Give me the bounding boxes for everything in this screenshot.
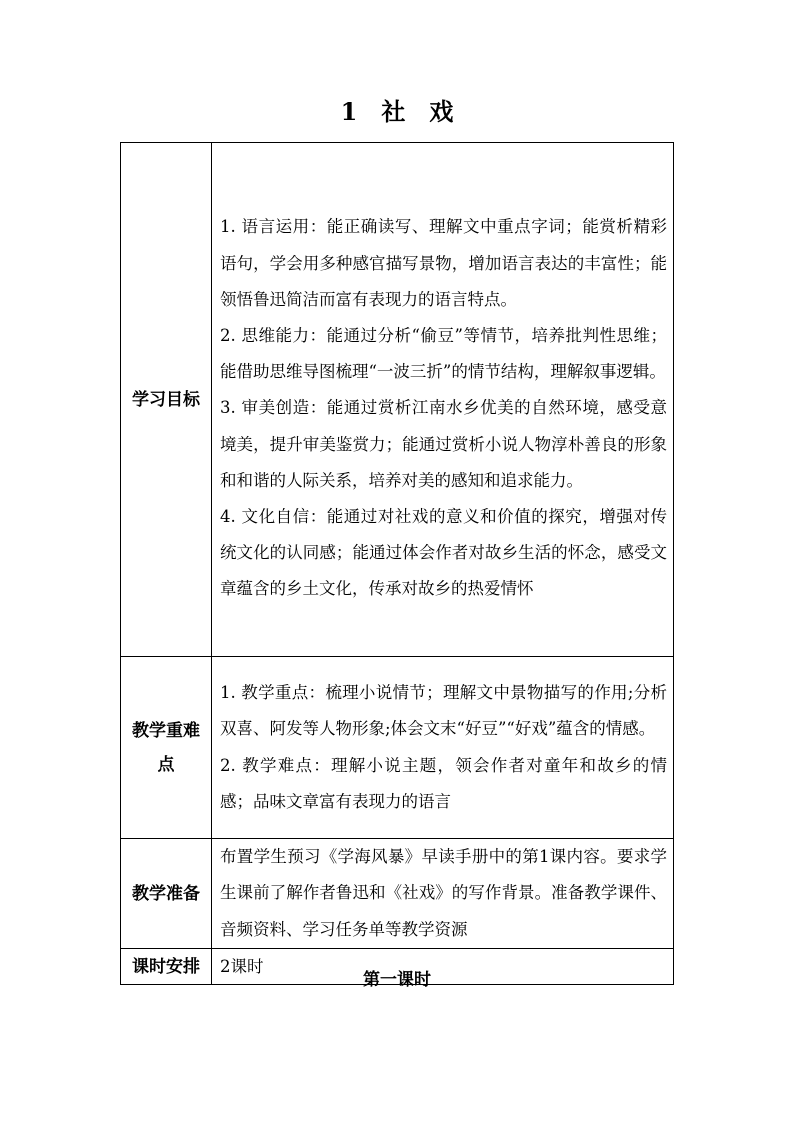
schedule-label: 课时安排 <box>121 949 212 985</box>
section-heading: 第一课时 <box>363 970 431 990</box>
goal-culture: 4. 文化自信：能通过对社戏的意义和价值的探究，增强对传统文化的认同感；能通过体会作者对故乡生活的怀念，感受文章蕴含的乡土文化，传承对故乡的热爱情怀 <box>220 507 667 599</box>
table-row-key-points <box>121 657 674 839</box>
learning-goals-content <box>212 143 674 657</box>
table-row-preparation <box>121 839 674 949</box>
learning-goals-label: 学习目标 <box>121 143 212 657</box>
preparation-content: 布置学生预习《学海风暴》早读手册中的第1课内容。要求学生课前了解作者鲁迅和《社戏》的写作背景。准备教学课件、音频资料、学习任务单等教学资源 <box>212 839 674 949</box>
lesson-plan-table <box>120 142 674 985</box>
goal-thinking: 2. 思维能力：能通过分析“偷豆”等情节，培养批判性思维；能借助思维导图梳理“一波三折”的情节结构，理解叙事逻辑。 <box>220 325 667 382</box>
key-points-label: 教学重难点 <box>121 657 212 839</box>
preparation-label: 教学准备 <box>121 839 212 949</box>
page-title: 1 社 戏 <box>340 97 454 126</box>
teaching-focus: 1. 教学重点：梳理小说情节；理解文中景物描写的作用;分析双喜、阿发等人物形象;体会文末“好豆”“好戏”蕴含的情感。 <box>220 683 667 739</box>
goal-aesthetics: 3. 审美创造：能通过赏析江南水乡优美的自然环境，感受意境美，提升审美鉴赏力；能通过赏析小说人物淳朴善良的形象和和谐的人际关系，培养对美的感知和追求能力。 <box>220 398 667 490</box>
teaching-difficulty: 2. 教学难点：理解小说主题，领会作者对童年和故乡的情感；品味文章富有表现力的语言 <box>220 755 667 811</box>
schedule-content: 2课时 <box>212 949 674 985</box>
table-row-learning-goals <box>121 143 674 657</box>
key-points-content <box>212 657 674 839</box>
goal-language: 1. 语言运用：能正确读写、理解文中重点字词；能赏析精彩语句，学会用多种感官描写景物，增加语言表达的丰富性；能领悟鲁迅简洁而富有表现力的语言特点。 <box>220 217 667 309</box>
